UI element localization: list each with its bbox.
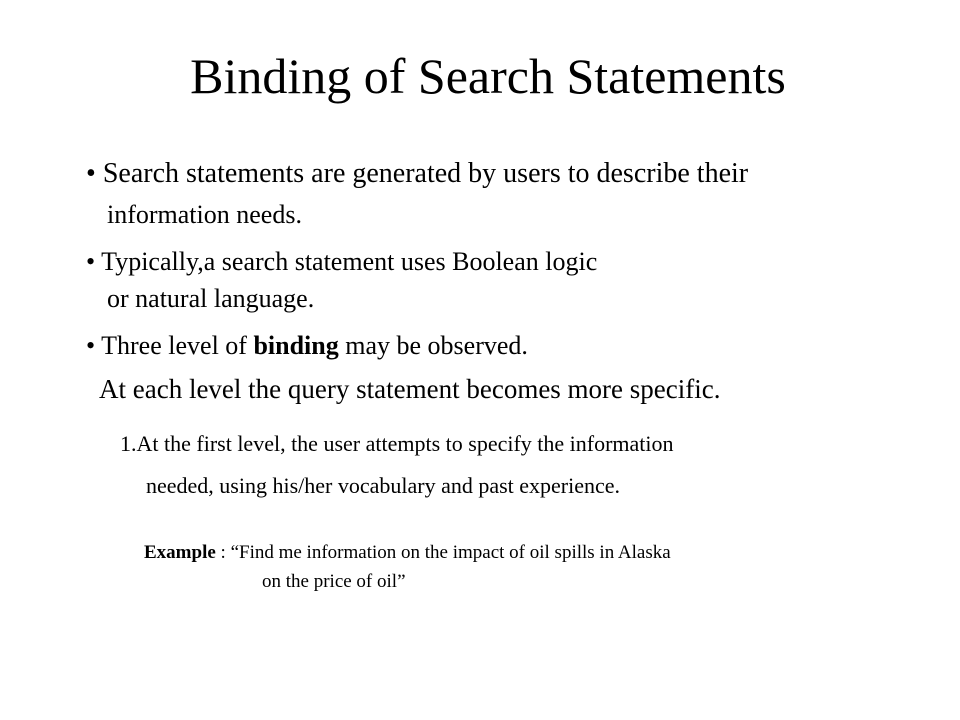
bullet-3-prefix: Three level of <box>101 331 254 360</box>
bullet-3-bold-term: binding <box>253 331 339 360</box>
bullet-3-line-1 <box>86 333 528 359</box>
bullet-2-marker: • <box>86 247 96 276</box>
bullet-3-line-2: At each level the query statement becomes more specific. <box>99 374 721 404</box>
bullet-1-text: Search statements are generated by users to describe their <box>102 158 749 189</box>
bullet-1-marker: • <box>86 158 96 189</box>
bullet-1-line-2: information needs. <box>107 200 302 229</box>
bullet-2-line-2: or natural language. <box>107 284 315 313</box>
example-separator: : <box>215 542 231 563</box>
example-line-1 <box>144 543 671 562</box>
bullet-2-line-1 <box>86 249 597 275</box>
example-label: Example <box>144 542 216 563</box>
bullet-2-text: Typically,a search statement uses Boolean logic <box>101 247 598 276</box>
example-quote-1: “Find me information on the impact of oil spills in Alaska <box>230 542 671 563</box>
sublevel-line-1: 1.At the first level, the user attempts to specify the information <box>120 431 674 456</box>
example-line-2: on the price of oil” <box>262 571 406 592</box>
bullet-3-marker: • <box>86 331 96 360</box>
bullet-1-line-1 <box>86 160 748 188</box>
sublevel-line-2: needed, using his/her vocabulary and past experience. <box>146 473 621 498</box>
bullet-3-suffix: may be observed. <box>338 331 528 360</box>
slide-title: Binding of Search Statements <box>190 48 786 104</box>
